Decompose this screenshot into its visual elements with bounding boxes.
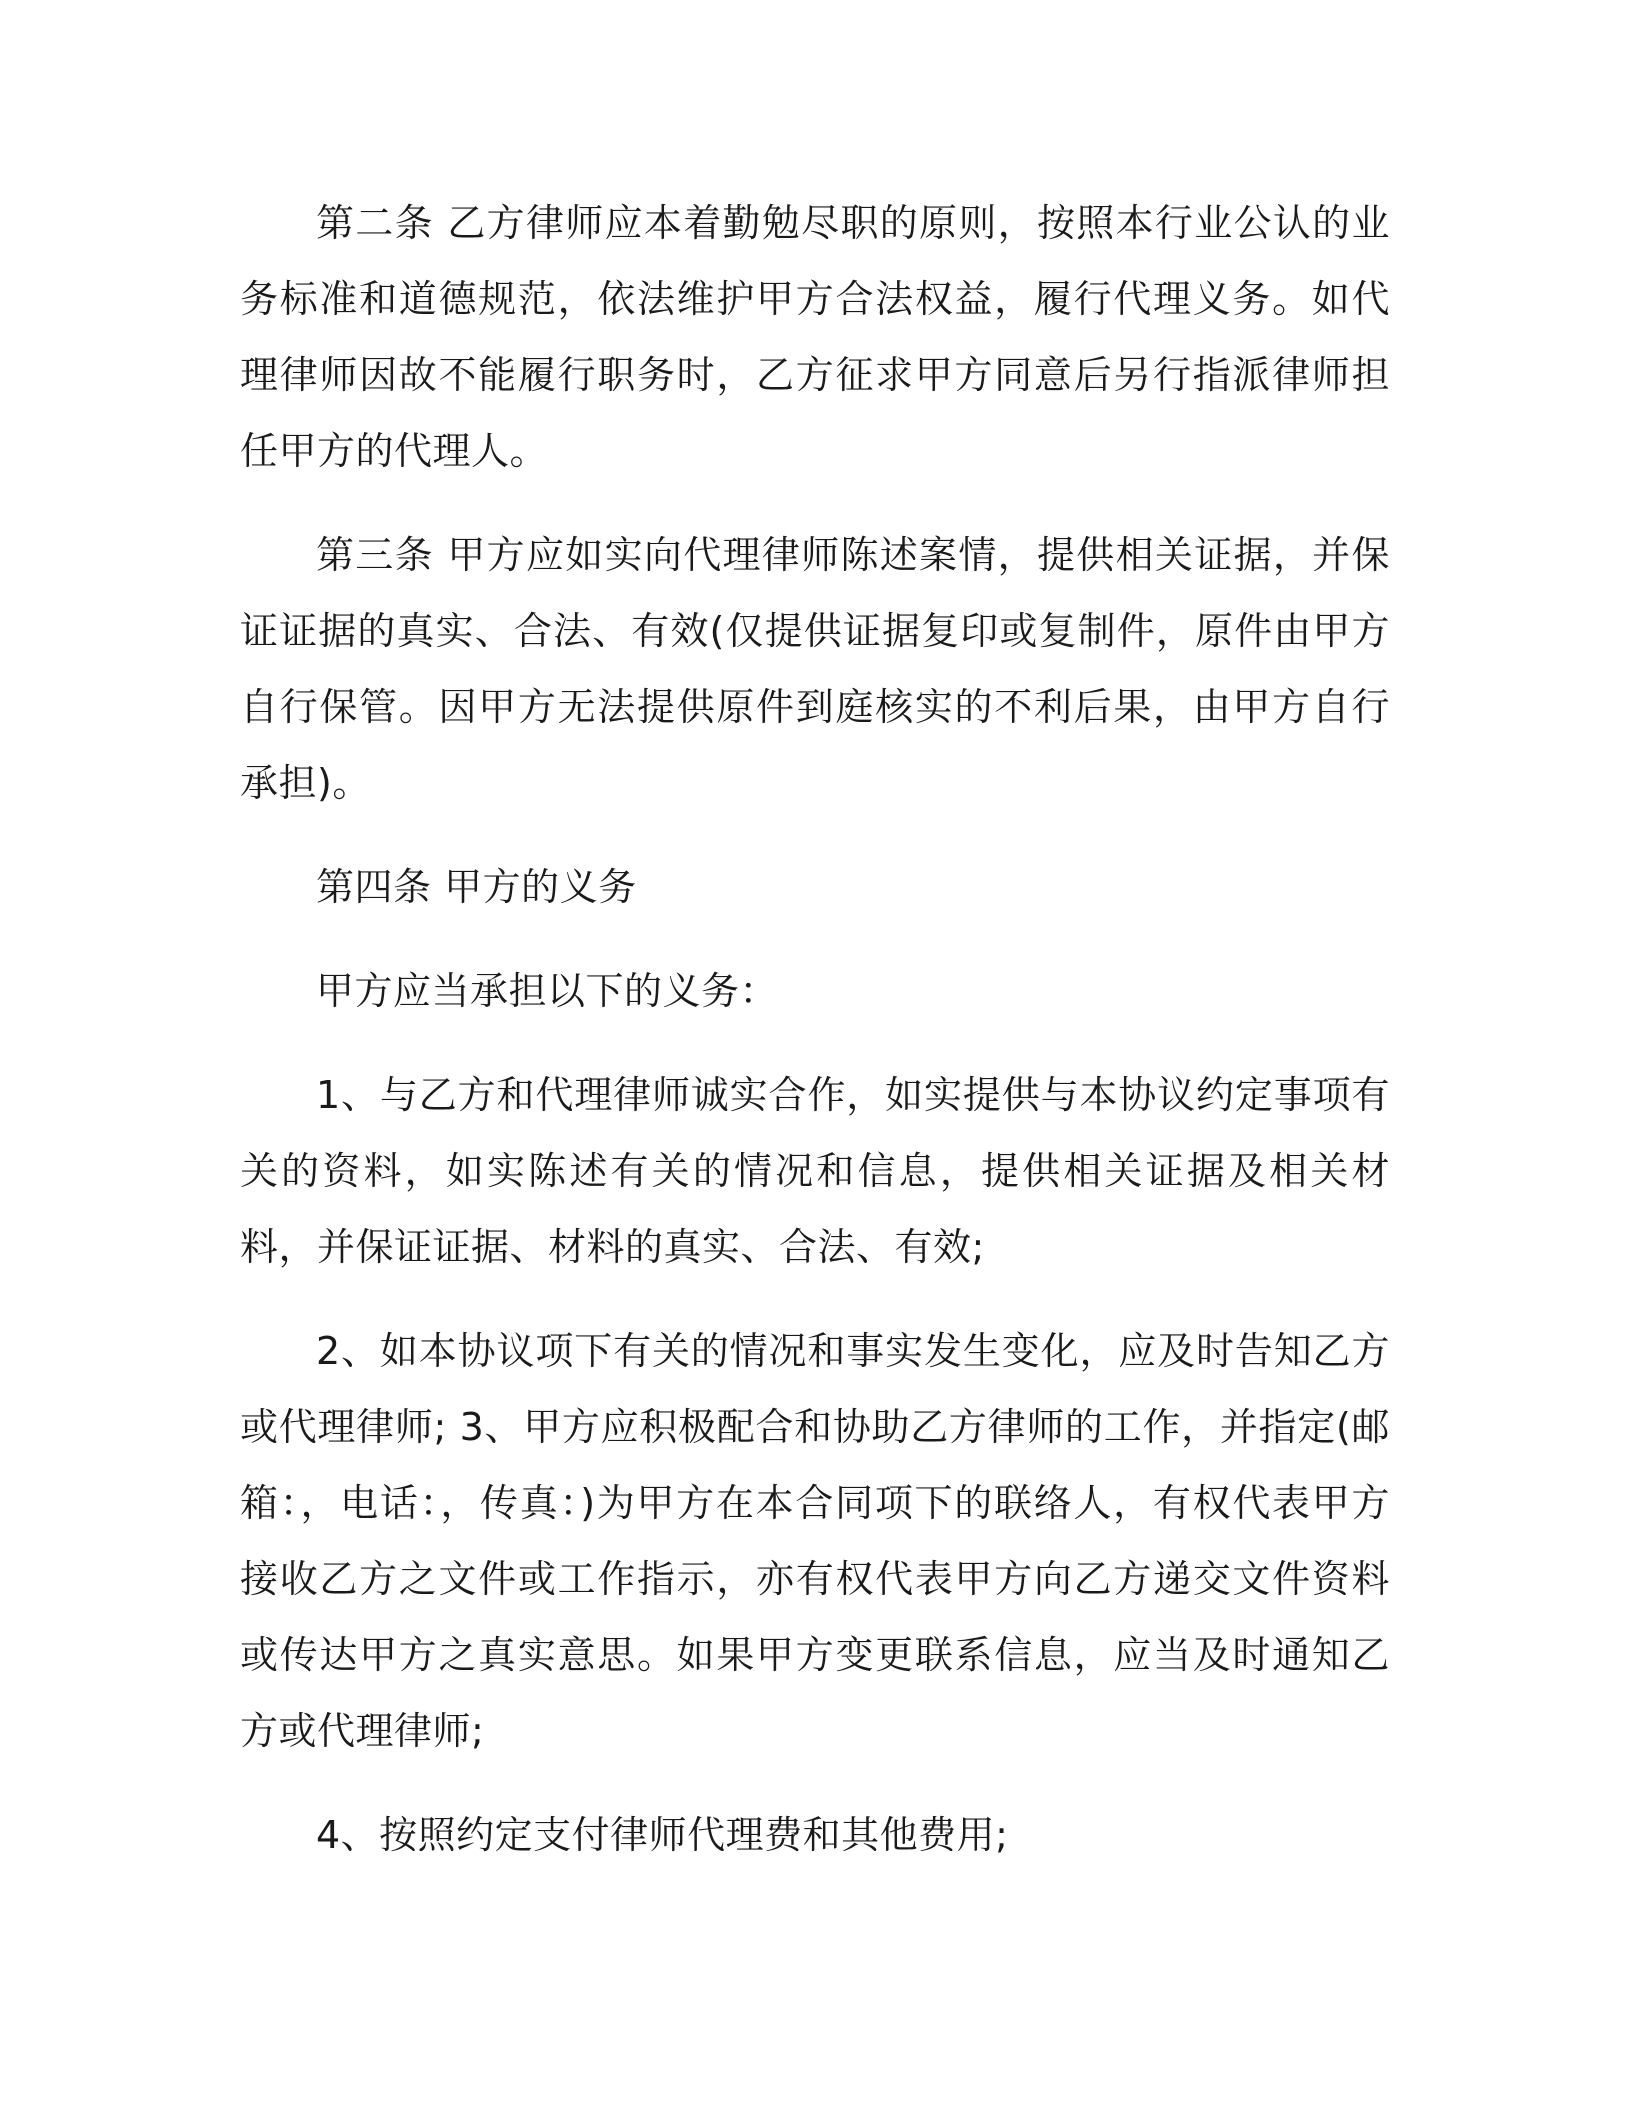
obligations-intro: 甲方应当承担以下的义务： xyxy=(316,969,779,1013)
obligation-item-2-3: 2、如本协议项下有关的情况和事实发生变化，应及时告知乙方或代理律师; 3、甲方应积极配合和协助乙方律师的工作，并指定(邮箱：，电话：，传真：)为甲方在本合同项下的联络人，有权代表甲方接收乙方之文件或工作指示，亦有权代表甲方向乙方递交文件资料或传达甲方之真实意思。如果甲方变更联系信息，应当及时通知乙方或代理律师; xyxy=(240,1329,1390,1753)
obligation-item-1: 1、与乙方和代理律师诚实合作，如实提供与本协议约定事项有关的资料，如实陈述有关的情况和信息，提供相关证据及相关材料，并保证证据、材料的真实、合法、有效; xyxy=(240,1073,1390,1269)
document-body xyxy=(240,185,1390,1901)
article-2-paragraph: 第二条 乙方律师应本着勤勉尽职的原则，按照本行业公认的业务标准和道德规范，依法维护甲方合法权益，履行代理义务。如代理律师因故不能履行职务时，乙方征求甲方同意后另行指派律师担任甲方的代理人。 xyxy=(240,201,1390,473)
article-4-heading: 第四条 甲方的义务 xyxy=(316,865,637,909)
obligation-item-4: 4、按照约定支付律师代理费和其他费用; xyxy=(316,1813,1009,1857)
article-3-paragraph: 第三条 甲方应如实向代理律师陈述案情，提供相关证据，并保证证据的真实、合法、有效(仅提供证据复印或复制件，原件由甲方自行保管。因甲方无法提供原件到庭核实的不利后果，由甲方自行承担)。 xyxy=(240,533,1390,805)
